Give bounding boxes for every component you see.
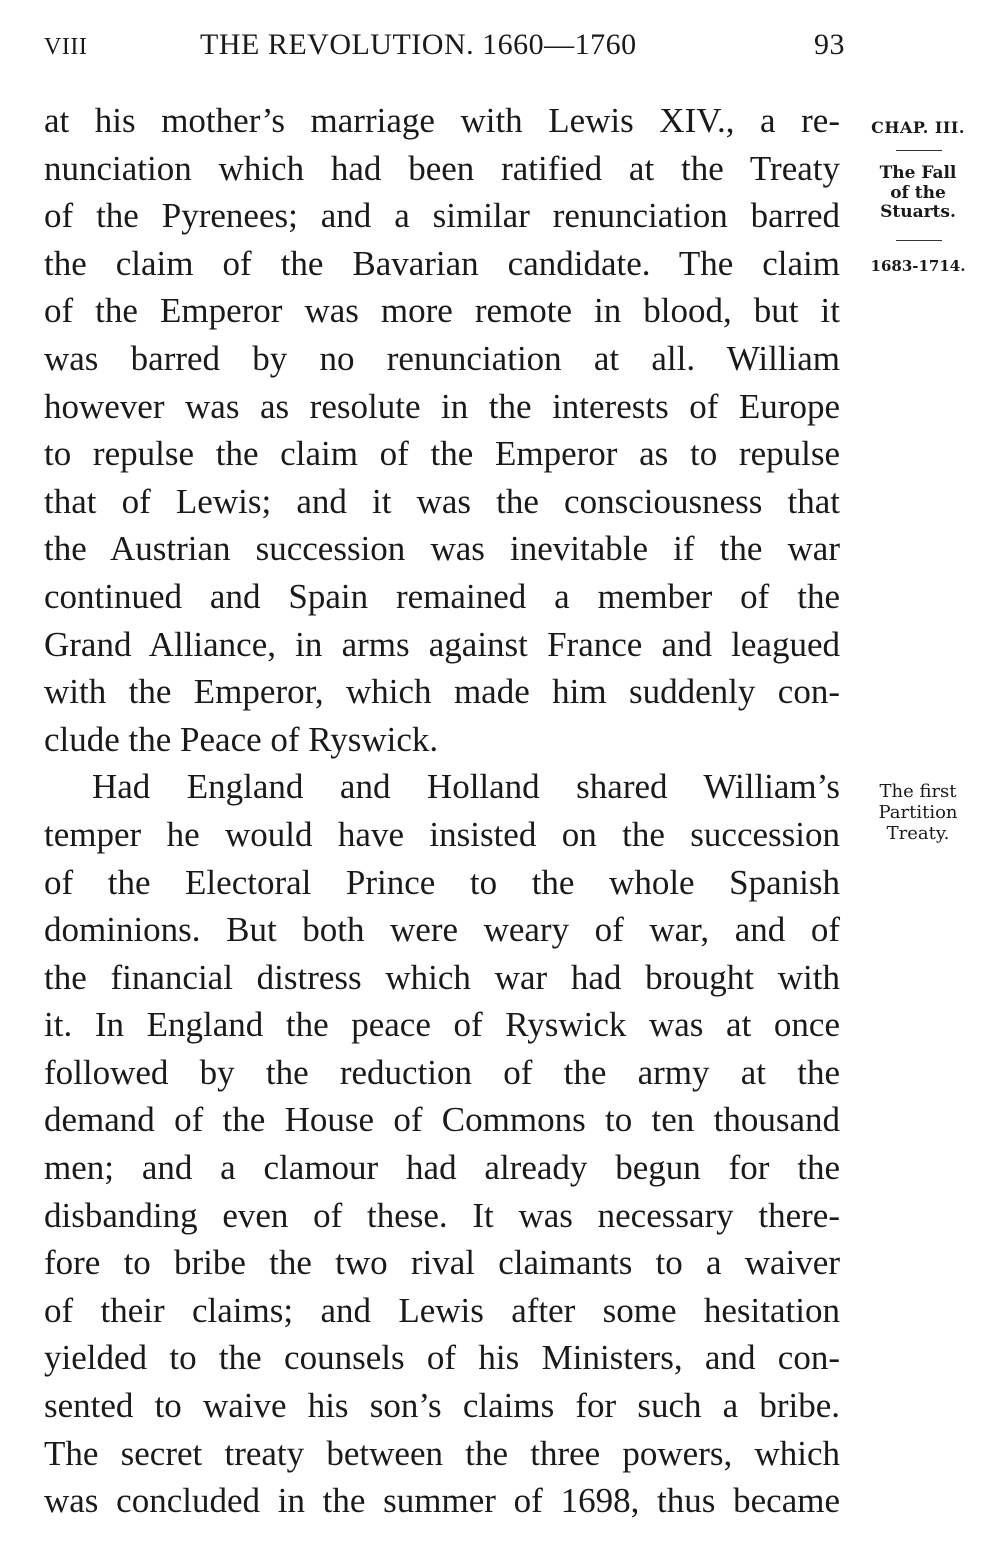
- text-line: of the Pyrenees; and a similar renunciation barred: [44, 196, 840, 236]
- text-line: yielded to the counsels of his Ministers, and con-: [44, 1338, 840, 1378]
- text-line: at his mother’s marriage with Lewis XIV., a re-: [44, 101, 840, 140]
- text-line: to repulse the claim of the Emperor as to repulse: [44, 434, 840, 474]
- sidenote-fall-line1: The Fall: [879, 163, 957, 183]
- sidenote-years: 1683-1714.: [870, 257, 966, 275]
- text-line: with the Emperor, which made him suddenly con-: [44, 672, 840, 712]
- text-line: of the Emperor was more remote in blood, but it: [44, 291, 840, 331]
- running-title: THE REVOLUTION. 1660—1760: [200, 28, 637, 61]
- body-text: [44, 97, 840, 1525]
- text-line: demand of the House of Commons to ten thousand: [44, 1100, 840, 1140]
- sidenote-partition-line2: Partition: [878, 802, 958, 823]
- text-line: temper he would have insisted on the succession: [44, 814, 840, 854]
- text-line: of the Electoral Prince to the whole Spanish: [44, 862, 840, 902]
- section-number: VIII: [44, 34, 88, 60]
- sidenote-chapter: CHAP. III.: [871, 118, 965, 137]
- text-line: the claim of the Bavarian candidate. The claim: [44, 243, 840, 283]
- sidenote-fall-line2: of the: [890, 183, 946, 203]
- text-line: however was as resolute in the interests of Europe: [44, 386, 840, 426]
- text-line: was concluded in the summer of 1698, thus became: [44, 1481, 840, 1521]
- text-line: The secret treaty between the three powers, which: [44, 1433, 840, 1473]
- text-line: the Austrian succession was inevitable if the war: [44, 529, 840, 569]
- text-line: it. In England the peace of Ryswick was at once: [44, 1005, 840, 1045]
- text-line: nunciation which had been ratified at the Treaty: [44, 148, 840, 188]
- sidenote-partition-line1: The first: [879, 781, 957, 802]
- text-line: clude the Peace of Ryswick.: [44, 719, 439, 759]
- text-line: that of Lewis; and it was the consciousness that: [44, 481, 840, 521]
- text-line: disbanding even of these. It was necessary there-: [44, 1195, 840, 1235]
- text-line: the financial distress which war had brought with: [44, 957, 840, 997]
- text-line: was barred by no renunciation at all. William: [44, 338, 840, 378]
- text-line: continued and Spain remained a member of the: [44, 576, 840, 616]
- sidenote-first-partition-treaty: [858, 781, 978, 844]
- text-line: followed by the reduction of the army at the: [44, 1052, 840, 1092]
- sidenote-rule-bottom: [896, 240, 942, 241]
- page-number: 93: [814, 28, 845, 61]
- text-line: fore to bribe the two rival claimants to a waiver: [44, 1243, 840, 1283]
- text-line: sented to waive his son’s claims for such a bribe.: [44, 1386, 840, 1426]
- text-line: Had England and Holland shared William’s: [92, 767, 840, 807]
- sidenote-fall-line3: Stuarts.: [880, 202, 956, 222]
- text-line: men; and a clamour had already begun for the: [44, 1148, 840, 1188]
- text-line: Grand Alliance, in arms against France and leagued: [44, 624, 840, 664]
- text-line: of their claims; and Lewis after some hesitation: [44, 1290, 840, 1330]
- running-header: [44, 28, 844, 68]
- sidenote-fall-of-stuarts: [858, 163, 978, 223]
- text-line: dominions. But both were weary of war, and of: [44, 910, 840, 950]
- sidenote-partition-line3: Treaty.: [886, 823, 950, 844]
- sidenote-rule-top: [896, 150, 942, 151]
